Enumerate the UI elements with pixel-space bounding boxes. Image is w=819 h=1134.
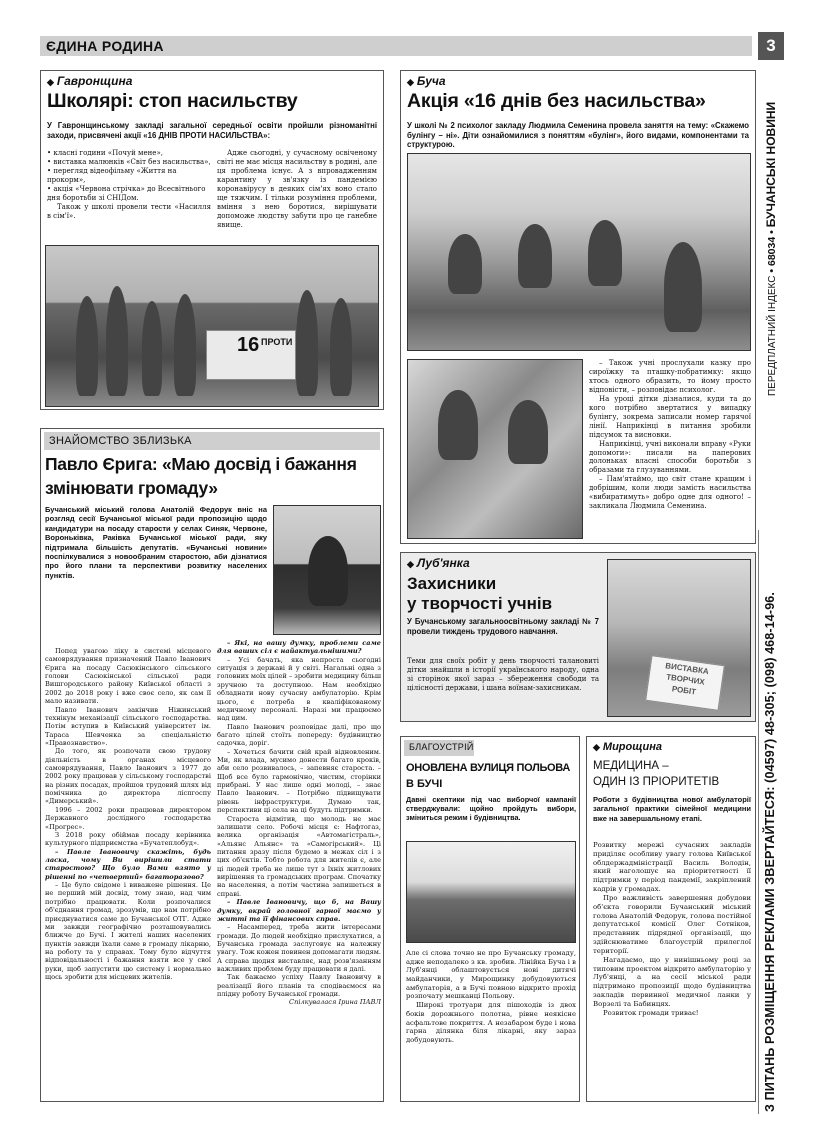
article-paragraph: Але сі слова точно не про Бучанську громаду, адже неподалеко з кв. зробив. Лінійка Буча і в Луб'янці облаштовується нові дитячі майданчики, у Мирощинку добудовуються амбулаторія, а в Бучі повною відкрито прохід розпочату мешканці Польову. bbox=[406, 949, 576, 1001]
article-paragraph: – Хочеться бачити свій край відновленим. Ми, як влада, мусимо донести багато кроків, аби село розвивалось, – запевняє староста. – Щоб все було гармонічно, чистим, сторінки прибрані. У нас лише одні молоді, – знає Павло Іванович. – Потрібно підвищувати рівень інфраструктури. Думаю так, перспективи ці села на ці будуть підтримки. bbox=[217, 747, 381, 815]
section-title: ЄДИНА РОДИНА bbox=[46, 38, 164, 54]
article-title-line-1: ОНОВЛЕНА ВУЛИЦЯ ПОЛЬОВА bbox=[406, 762, 570, 774]
sidebar-ad-text: З ПИТАНЬ РОЗМІЩЕННЯ РЕКЛАМИ ЗВЕРТАЙТЕСЯ: (04597) 48-305; (098) 468-14-96. bbox=[763, 592, 777, 1112]
article-street bbox=[400, 736, 580, 1102]
article-lead: У школі № 2 психолог закладу Людмила Семенина провела заняття на тему: «Скажемо булінгу – ні». Діти ознайомилися з поняттям «булінг», його видами, компонентами та структурою. bbox=[407, 121, 749, 150]
article-rubric: ◆ Буча bbox=[407, 74, 446, 88]
list-item: • акція «Червона стрічка» до Всесвітнього дня боротьби зі СНІДом. bbox=[47, 184, 206, 202]
list-item: • класні години «Почуй мене», bbox=[47, 149, 163, 157]
article-title-line-2: змінювати громаду» bbox=[45, 478, 218, 498]
diamond-icon: ◆ bbox=[47, 77, 54, 87]
article-paragraph: Так бажаємо успіху Павлу Івановичу в реалізації його планів та сподіваємося на плідну роботу Бучанської громади. bbox=[217, 973, 381, 999]
sidebar-subscription bbox=[764, 66, 780, 396]
interview-question: – Павле Івановичу скажіть, будь ласка, чому Ви вирішили стати старостою? Що було Вами взято у рішенні по «четвертий» багаторазово? bbox=[45, 847, 211, 881]
article-paragraph: Павло Іванович закінчив Ніжинський технікум механізації сільського господарства. Потім вступив в Київський університет ім. Тараса Шевченка за спеціальністю «Правознавство». bbox=[45, 705, 211, 747]
article-rubric: ◆ Луб'янка bbox=[407, 556, 470, 570]
diamond-icon: ◆ bbox=[407, 77, 414, 87]
subscription-label: ПЕРЕДПЛАТНИЙ ІНДЕКС bbox=[767, 275, 778, 396]
article-paragraph: Теми для своїх робіт у день творчості талановиті дітки знайшли в історії українського народу, одна зі сторінок якої зараз – збереження свободи та цілісності держави, і шана воїнам-захисникам. bbox=[407, 657, 599, 692]
article-paragraph: До того, як розпочати свою трудову діяльність в органах місцевого самоврядування, Павло Іванович з 1977 до 2002 року працював у сільському господарстві на різних посадах, пройшов трудовий шлях від помічника до директора ліспгоспу «Димерський». bbox=[45, 747, 211, 806]
article-title-line-2: ОДИН ІЗ ПРІОРИТЕТІВ bbox=[593, 776, 720, 788]
sign-line: ВИСТАВКА bbox=[664, 661, 710, 677]
article-lead: У Гавронщинському закладі загальної середньої освіти пройшли різноманітні заходи, присвячені акції «16 ДНІВ ПРОТИ НАСИЛЬСТВА»: bbox=[47, 121, 377, 140]
section-header bbox=[40, 36, 752, 56]
list-item: • перегляд відеофільму «Життя на прокорм», bbox=[47, 166, 177, 184]
article-school-violence bbox=[40, 70, 384, 410]
article-lead: Давні скептики під час виборчої кампанії стверджували: щойно пройдуть вибори, зміниться режим і будівництва. bbox=[406, 795, 576, 823]
exhibition-photo bbox=[607, 559, 751, 717]
article-title: Акція «16 днів без насильства» bbox=[407, 90, 706, 112]
article-column-1 bbox=[45, 647, 211, 981]
article-paragraph: З 2018 року обіймав посаду керівника культурного підприємства «Бучатеплобуд». bbox=[45, 830, 211, 848]
diamond-icon: ◆ bbox=[407, 559, 414, 569]
sign-line: ТВОРЧИХ bbox=[665, 672, 706, 687]
newspaper-name: БУЧАНСЬКІ НОВИНИ bbox=[764, 101, 778, 228]
article-paragraph: – Пам'ятаймо, що світ стане кращим і добрішим, коли люди замість насильства «вибиратимуть» добро одне для одного! – закликала Людмила Семенина. bbox=[589, 475, 751, 511]
article-title-line-1: Захисники bbox=[407, 574, 497, 593]
article-title-line-1: Павло Єрига: «Маю досвід і бажання bbox=[45, 454, 357, 474]
page-number: 3 bbox=[758, 32, 784, 60]
sign-number: 16 bbox=[237, 334, 260, 356]
article-creativity bbox=[400, 552, 756, 722]
article-lead: Роботи з будівництва нової амбулаторії загальної практики сімейної медицини вже на завершальному етапі. bbox=[593, 795, 751, 823]
article-paragraph: Павло Іванович розповідає далі, про що багато цілей стоїть попереду: будівництво садочка, доріг. bbox=[217, 722, 381, 748]
article-paragraph: Попед увагою ліку в системі місцевого самоврядування призначений Павло Іванович Єрига на посаду Сасюкінського сільського голови Сасюкінської сільської ради Вишгородського району Київської області з 2002 до 2018 року і вже своє село, як сам її мало називати. bbox=[45, 647, 211, 706]
diamond-icon: ◆ bbox=[593, 742, 600, 752]
article-interview bbox=[40, 428, 384, 1102]
sign-line: РОБІТ bbox=[671, 683, 697, 697]
article-lead: Бучанський міський голова Анатолій Федорук вніс на розгляд сесії Бучанської міської ради пропозицію щодо кандидатури на посаду старости у селах Синяк, Червоне, Вороньківка, Раківка Бучанської міської ради, яку підтримала більшість депутатів. «Бучанські новини» поспілкувалися з новообраним старостою, аби дізнатися про його плани та перспективи розвитку населених пунктів. bbox=[45, 505, 267, 580]
bullet-list bbox=[47, 149, 211, 221]
list-item: • виставка малюнків «Світ без насильства», bbox=[47, 157, 211, 166]
section-label: БЛАГОУСТРІЙ bbox=[404, 740, 474, 756]
article-title-line-2: В БУЧІ bbox=[406, 778, 443, 790]
article-paragraph: – Це було свідоме і виважене рішення. Це не перший мій досвід, тому знаю, над чим потрібно працювати. Коли розпочалися об'єднання громад, зрозумів, що нам потрібно приєднуватися саме до Бучанської ОТГ. Адже ми завжди географічно розташовувались ближче до Бучі. І жителі наших населених пунктів завжди їхали саме в громаду лікарню, на роботу та у справах. Тому було відчуття відповідальності і бажання взяти все у свої руки, щоб запустити цю систему і нормально щось зробити для місцевих жителів. bbox=[45, 881, 211, 982]
article-paragraph: Розвитку мережі сучасних закладів приділяє особливу увагу голова Київської облдержадміністрації Василь Володін, який наголошує на пріоритетності її підтримки у період пандемії, закріплений кадрів у громадах. bbox=[593, 841, 751, 894]
subscription-index: • 68034 • bbox=[766, 230, 778, 273]
article-rubric: ◆ Гавронщина bbox=[47, 74, 133, 88]
article-paragraph: Адже сьогодні, у сучасному освіченому світі не має місця насильству в родині, але ця проблема існує. А з впровадженням карантину у зв'язку із пандемією коронавірусу в деяких сім'ях воно стало ще тяжчим. І тільки розуміння проблеми, вміння з нею боротися, вирішувати допоможе людству забути про це ганебне явище. bbox=[217, 149, 377, 229]
section-label: ЗНАЙОМСТВО ЗБЛИЗЬКА bbox=[44, 432, 380, 450]
article-paragraph: Про важливість завершення добудови об'єкта говорили Бучанський міський голова Анатолій Федорук, голова постійної депутатської комісії Олег Сотніков, представник підрядної організації, що здійснюватиме благоустрій прилеглої території. bbox=[593, 893, 751, 955]
article-title-line-1: МЕДИЦИНА – bbox=[593, 760, 669, 772]
article-medicine bbox=[586, 736, 756, 1102]
article-signature: Спілкувалася Ірина ПАВЛ bbox=[289, 998, 381, 1007]
article-paragraph: Розвиток громади триває! bbox=[603, 1008, 699, 1017]
article-column-2 bbox=[217, 639, 381, 1007]
kids-drawing-photo bbox=[407, 359, 583, 539]
article-paragraph: Наприкінці, учні виконали вправу «Руки допомоги»: писали на паперових долоньках власні способи боротьби з образами та глузуваннями. bbox=[589, 439, 751, 475]
article-title-line-2: у творчості учнів bbox=[407, 594, 553, 613]
classroom-photo bbox=[407, 153, 751, 351]
interview-question: – Павле Івановичу, що б, на Вашу думку, вкрай головної гарної маємо у житті та її фінансових справ. bbox=[217, 898, 381, 923]
class-photo bbox=[45, 245, 379, 407]
article-paragraph: На уроці дітки дізналися, куди та до кого потрібно звертатися у випадку булінгу, зокрема записали номер гарячої лінії. Наприкінці в питання зробили підсумок та висновки. bbox=[589, 394, 751, 439]
article-rubric: ◆ Мирощина bbox=[593, 741, 663, 753]
article-lead: У Бучанському загальноосвітньому закладі № 7 провели тиждень трудового навчання. bbox=[407, 617, 599, 636]
article-paragraph: Широкі тротуари для пішоходів із двох боків дорожнього полотна, рівне неякісне асфальтове покриття. А незабаром буде і нова гарна ділянка біля лікарні, яку зараз добудовують. bbox=[406, 1001, 576, 1044]
article-paragraph: Нагадаємо, що у нинішньому році за типовим проектом відкрито амбулаторію у Луб'янці, а на сесії міської ради підтримано пропозиції щодо будівництва закладів первинної медичної ланки у Ворзелі та Бабинцях. bbox=[593, 955, 751, 1008]
article-paragraph: – Усі бачать, яка непроста сьогодні ситуація з державі й у світі. Нагальні одна з головних моїх цілей – зробити медицину більш зручною та доступною. Нам необхідно обладнати нову сучасну амбулаторію. Крім цього, є потреба в кваліфікованому медичному персоналі. Наразі ми працюємо над цим. bbox=[217, 655, 382, 723]
article-body bbox=[589, 359, 751, 511]
article-title: Школярі: стоп насильству bbox=[47, 90, 298, 112]
article-paragraph: 1996 – 2002 роки працював директором Державного дослідного господарства «Прогрес». bbox=[45, 805, 211, 831]
article-16-days bbox=[400, 70, 756, 544]
street-photo bbox=[406, 841, 576, 943]
article-paragraph: – Також учні прослухали казку про сироїжку та пташку-побратимку: якщо хтось одного образить, то йому просто відповісти, – розповідає психолог. bbox=[589, 359, 751, 394]
article-paragraph: Також у школі провели тести «Насилля в сім'ї». bbox=[47, 202, 211, 220]
article-paragraph: Староста відмітив, що молодь не має залишати село. Робочі місця є: Нафтогаз, велика організація «Автомагістраль», «Альянс Альянс» та «Самогірський». Ці питання зразу після будемо в межах сіл і з цих об'єктів. Тобто робота для жителів є, але ці людей треба не лише тут з їхніх житлових вирішення та громадських програм. Спочатку на населення, а потім частина запишеться в справі. bbox=[217, 814, 381, 898]
interview-question: – Які, на вашу думку, проблеми саме для ваших сіл є найактуальнішими? bbox=[217, 639, 381, 656]
article-paragraph: – Насамперед, треба жити інтересами громади. До людей необхідно прислухатися, а Бучанська громада заслуговує на належну увагу. Тож кожен повинен допомагати людям. А справа щодня виставляє, над розв'язанням важливих проблем буду працювати я далі. bbox=[217, 923, 381, 974]
sign-text: ПРОТИ bbox=[261, 337, 293, 347]
article-body bbox=[406, 949, 576, 1045]
portrait-photo bbox=[273, 505, 381, 635]
article-body bbox=[593, 841, 751, 1018]
